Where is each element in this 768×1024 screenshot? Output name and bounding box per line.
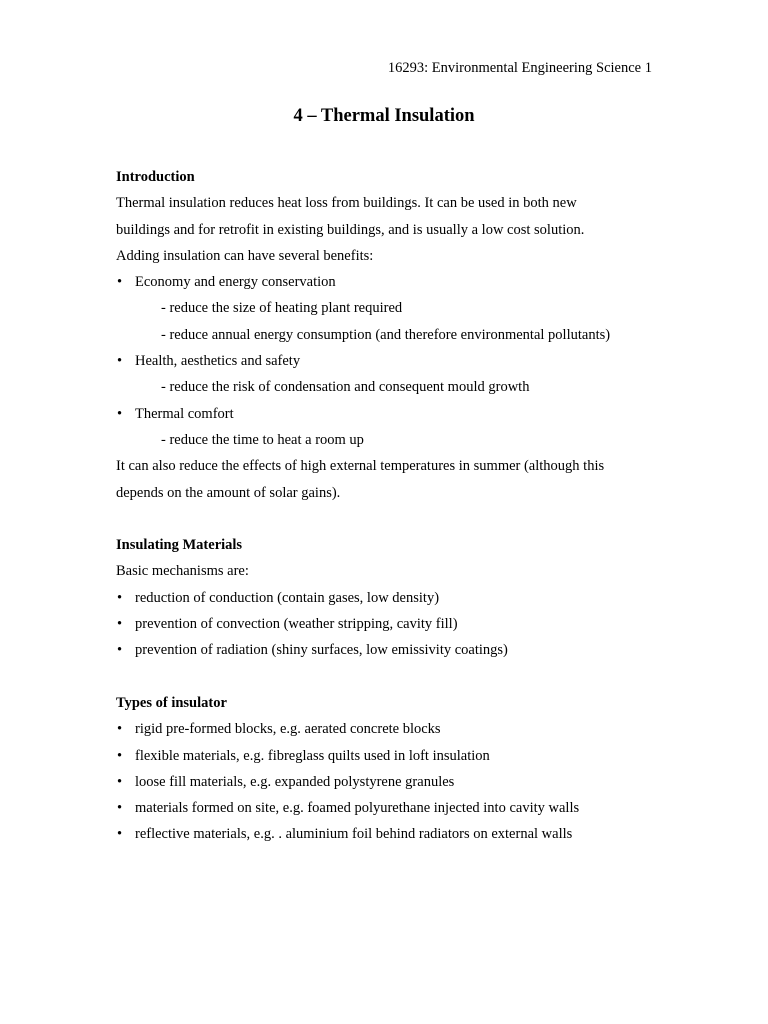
list-item-insulator-type: • reflective materials, e.g. . aluminium foil behind radiators on external walls (116, 821, 656, 847)
benefit-label: Health, aesthetics and safety (135, 353, 301, 370)
insulating-materials-section (116, 532, 656, 663)
section-spacer (116, 506, 656, 532)
mechanisms-list (116, 585, 656, 664)
paragraph-line: Basic mechanisms are: (116, 563, 249, 580)
list-item-insulator-type: • materials formed on site, e.g. foamed polyurethane injected into cavity walls (116, 795, 656, 821)
benefit-sub-item: - reduce the risk of condensation and consequent mould growth (161, 379, 530, 396)
paragraph-line: depends on the amount of solar gains). (116, 484, 341, 501)
list-item-benefit (116, 269, 656, 295)
benefit-sub-item: - reduce the time to heat a room up (161, 431, 364, 448)
benefits-list (116, 269, 656, 295)
list-item-benefit (116, 348, 656, 374)
running-header: 16293: Environmental Engineering Science 1 (387, 60, 652, 76)
document-body (116, 164, 656, 848)
list-item-benefit (116, 401, 656, 427)
paragraph-line: Thermal insulation reduces heat loss from buildings. It can be used in both new (116, 195, 577, 212)
benefits-list (116, 348, 656, 374)
list-item-mechanism: • reduction of conduction (contain gases, low density) (116, 585, 656, 611)
benefit-label: Thermal comfort (135, 405, 234, 422)
list-item-mechanism: • prevention of convection (weather stripping, cavity fill) (116, 611, 656, 637)
list-item-mechanism: • prevention of radiation (shiny surfaces, low emissivity coatings) (116, 637, 656, 663)
insulator-types-list (116, 716, 656, 847)
paragraph-line: It can also reduce the effects of high external temperatures in summer (although this (116, 458, 605, 475)
paragraph-line: Adding insulation can have several benefits: (116, 247, 374, 264)
types-of-insulator-section (116, 690, 656, 848)
page-title: 4 – Thermal Insulation (293, 106, 475, 126)
list-item-insulator-type: • flexible materials, e.g. fibreglass quilts used in loft insulation (116, 743, 656, 769)
paragraph-line: buildings and for retrofit in existing buildings, and is usually a low cost solution. (116, 221, 585, 238)
benefit-sub-item: - reduce the size of heating plant required (161, 300, 403, 317)
list-item-insulator-type: • loose fill materials, e.g. expanded polystyrene granules (116, 769, 656, 795)
section-heading-insulating-materials: Insulating Materials (116, 537, 243, 554)
list-item-insulator-type: • rigid pre-formed blocks, e.g. aerated concrete blocks (116, 716, 656, 742)
benefit-label: Economy and energy conservation (135, 274, 336, 291)
benefits-list (116, 401, 656, 427)
section-spacer (116, 664, 656, 690)
introduction-section (116, 164, 656, 506)
section-heading-introduction: Introduction (116, 169, 195, 185)
section-heading-types-of-insulator: Types of insulator (116, 694, 227, 711)
benefit-sub-item: - reduce annual energy consumption (and therefore environmental pollutants) (161, 326, 611, 343)
